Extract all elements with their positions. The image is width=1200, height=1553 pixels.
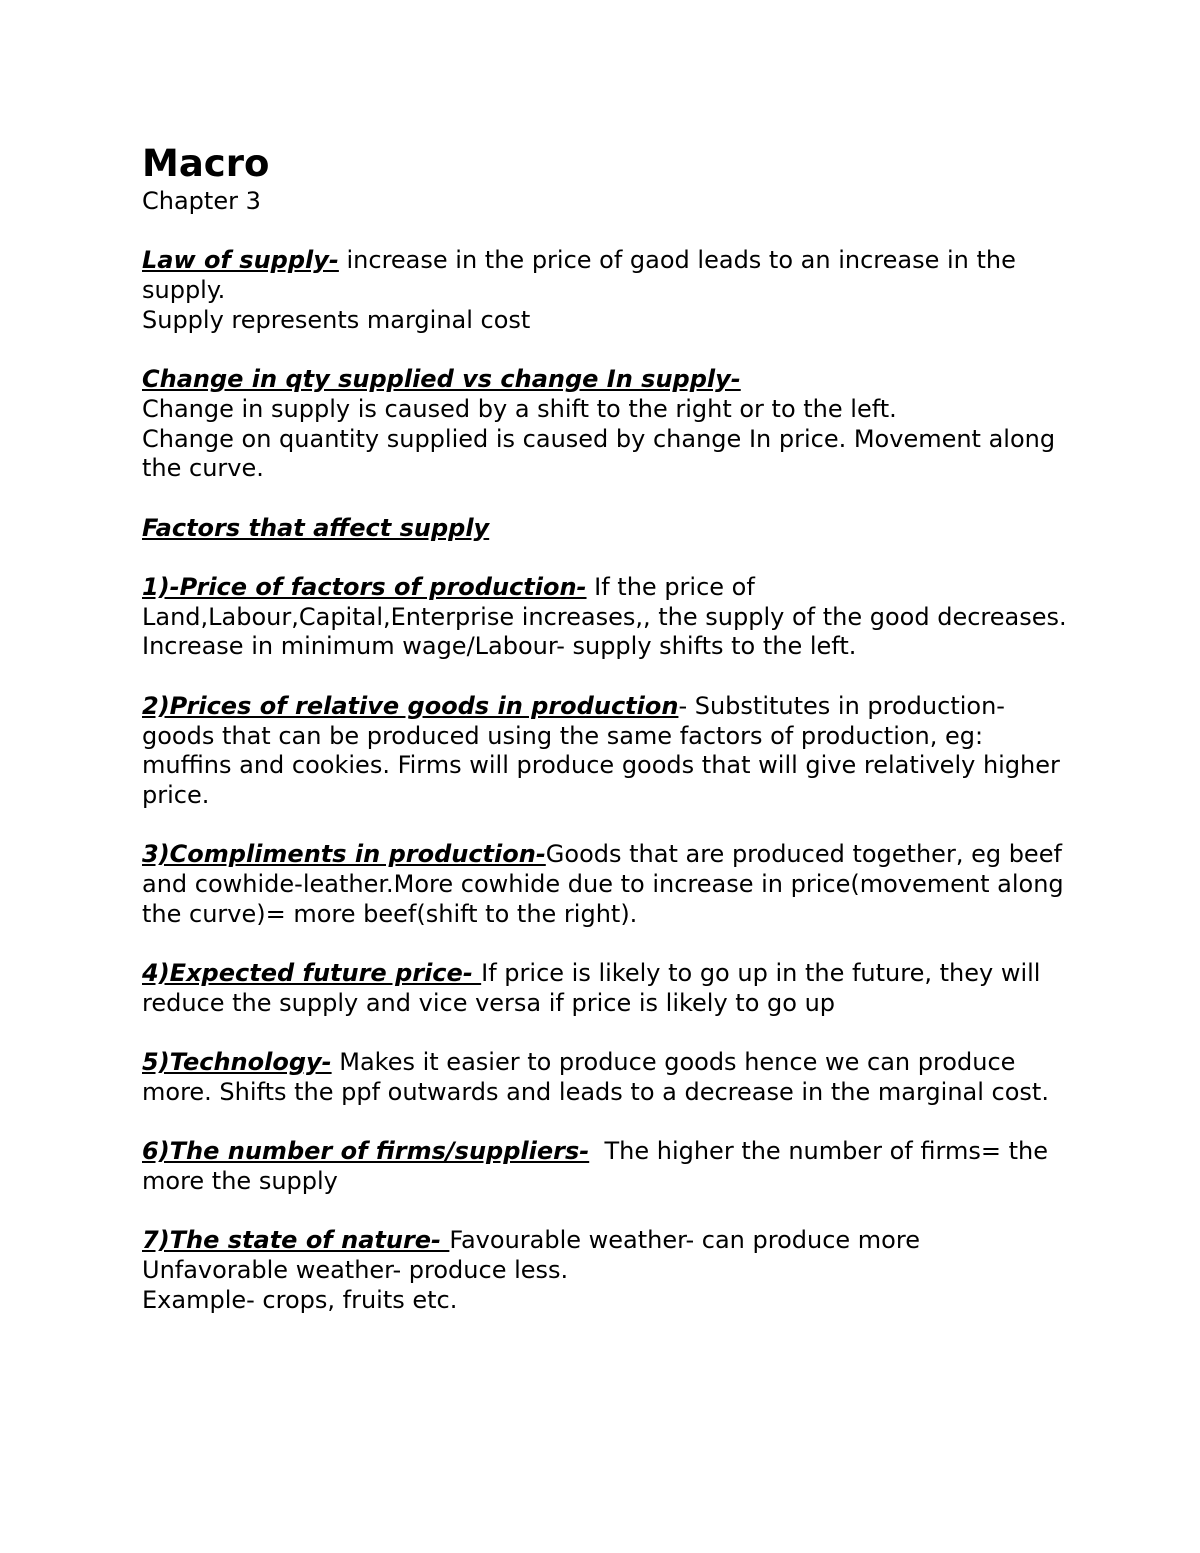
factors-heading-line [142,514,1072,544]
factor7-line3: Example- crops, fruits etc. [142,1285,458,1314]
spacer [142,336,1072,366]
factor6-text: The higher the number of firms= the more the supply [142,1137,1056,1196]
factor4-paragraph [142,959,1072,1018]
spacer [142,217,1072,247]
law-of-supply-text: increase in the price of gaod leads to an increase in the supply. [142,246,1016,305]
factor5-paragraph [142,1048,1072,1107]
spacer [142,543,1072,573]
factor5-text: Makes it easier to produce goods hence we can produce more. Shifts the ppf outwards and leads to a decrease in the marginal cost. [142,1048,1049,1106]
factor5-heading: 5)Technology- [142,1048,332,1077]
spacer [142,1019,1072,1049]
factor2-paragraph [142,692,1072,811]
factor2-heading: 2)Prices of relative goods in production [142,691,679,720]
factor3-paragraph [142,840,1072,929]
spacer [142,1108,1072,1138]
factor2-text: - Substitutes in production- goods that can be produced using the same factors of production, eg: muffins and cookies. Firms will produce goods that will give relatively higher price. [142,691,1060,809]
law-of-supply-paragraph [142,246,1072,305]
factor1-line2: Increase in minimum wage/Labour- supply shifts to the left. [142,632,857,661]
factor3-heading: 3)Compliments in production- [142,840,546,869]
factors-heading: Factors that affect supply [142,513,490,542]
factor4-text: If price is likely to go up in the future, they will reduce the supply and vice versa if price is likely to go up [142,959,1041,1017]
factor1-text: If the price of Land,Labour,Capital,Enterprise increases,, the supply of the good decreases. [142,573,1067,631]
factor7-heading: 7)The state of nature- [142,1226,450,1255]
spacer [142,1197,1072,1227]
factor4-heading: 4)Expected future price- [142,959,482,988]
document-subtitle: Chapter 3 [142,187,261,215]
spacer [142,811,1072,841]
factor3-text: Goods that are produced together, eg beef and cowhide-leather.More cowhide due to increase in price(movement along the curve)= more beef(shift to the right). [142,840,1064,928]
spacer [142,929,1072,959]
change-qty-line1: Change in supply is caused by a shift to the right or to the left. [142,394,897,423]
spacer [142,484,1072,514]
spacer [142,662,1072,692]
law-of-supply-heading: Law of supply- [142,246,339,275]
document-body [142,141,1072,1316]
factor1-heading: 1)-Price of factors of production- [142,573,587,602]
factor7-paragraph [142,1226,1072,1256]
factor6-heading: 6)The number of firms/suppliers- [142,1137,590,1166]
factor7-line2: Unfavorable weather- produce less. [142,1256,569,1285]
factor7-text: Favourable weather- can produce more [449,1226,920,1255]
factor6-paragraph [142,1137,1072,1196]
change-qty-heading-line [142,365,1072,395]
factor1-paragraph [142,573,1072,632]
law-of-supply-line2: Supply represents marginal cost [142,305,531,334]
change-qty-heading: Change in qty supplied vs change In supply- [142,365,741,394]
document-title: Macro [142,142,270,185]
change-qty-line2: Change on quantity supplied is caused by change In price. Movement along the curve. [142,424,1056,483]
